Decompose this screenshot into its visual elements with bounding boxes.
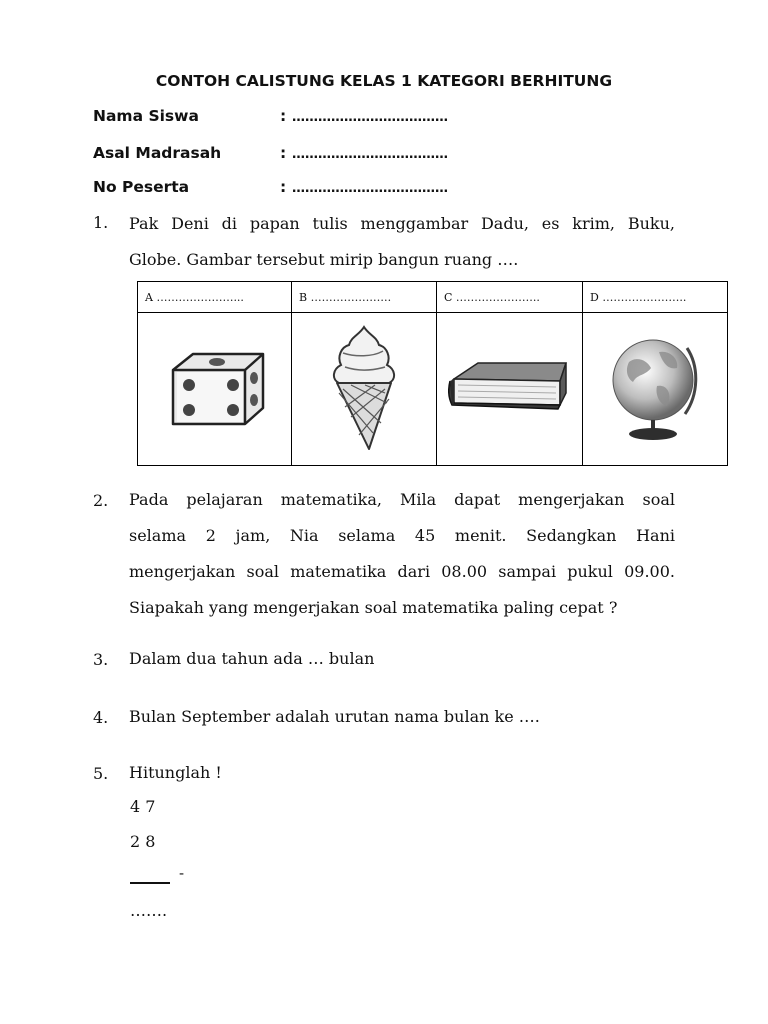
answer-options-table	[137, 281, 728, 466]
option-b-label: B ………………….	[292, 282, 437, 313]
subtraction-operator: -	[179, 864, 185, 882]
info-row-asal-madrasah	[93, 144, 693, 166]
option-c-image	[437, 313, 583, 466]
question-2-number: 2.	[93, 491, 109, 510]
info-colon: :	[280, 178, 287, 196]
info-label: No Peserta	[93, 178, 190, 196]
book-icon	[448, 359, 572, 417]
question-1-number: 1.	[93, 213, 109, 232]
subtraction-top-number: 4 7	[130, 797, 156, 816]
question-1-text	[129, 206, 675, 278]
question-1-line-2: Globe. Gambar tersebut mirip bangun ruang ….	[129, 250, 519, 269]
info-label: Nama Siswa	[93, 107, 199, 125]
info-colon: :	[280, 107, 287, 125]
answer-blank: …….	[130, 901, 168, 920]
question-5-text: Hitunglah !	[129, 763, 222, 782]
option-a-image	[138, 313, 292, 466]
question-4-text: Bulan September adalah urutan nama bulan ke ….	[129, 707, 540, 726]
question-2-line-1: Pada pelajaran matematika, Mila dapat mengerjakan soal	[129, 490, 675, 509]
option-c-label: C …………………..	[437, 282, 583, 313]
info-blank: ………………………………	[292, 181, 448, 196]
question-2-line-4: Siapakah yang mengerjakan soal matematika paling cepat ?	[129, 598, 618, 617]
info-blank: ………………………………	[292, 147, 448, 162]
question-2-text	[129, 482, 675, 626]
option-d-image	[583, 313, 728, 466]
page-title: CONTOH CALISTUNG KELAS 1 KATEGORI BERHITUNG	[155, 72, 613, 90]
info-row-no-peserta	[93, 178, 693, 200]
info-row-nama-siswa	[93, 107, 693, 129]
question-2-line-2: selama 2 jam, Nia selama 45 menit. Sedangkan Hani	[129, 526, 675, 545]
dice-icon	[159, 348, 271, 428]
globe-icon	[607, 332, 703, 444]
question-2-line-3: mengerjakan soal matematika dari 08.00 sampai pukul 09.00.	[129, 562, 675, 581]
option-a-label: A …………………...	[138, 282, 292, 313]
question-4-number: 4.	[93, 708, 109, 727]
ice-cream-icon	[329, 323, 399, 453]
info-colon: :	[280, 144, 287, 162]
option-d-label: D …………………..	[583, 282, 728, 313]
subtraction-bottom-number: 2 8	[130, 832, 156, 851]
question-5-number: 5.	[93, 764, 109, 783]
question-3-text: Dalam dua tahun ada … bulan	[129, 649, 375, 668]
option-b-image	[292, 313, 437, 466]
subtraction-line	[130, 882, 170, 884]
info-label: Asal Madrasah	[93, 144, 222, 162]
question-3-number: 3.	[93, 650, 109, 669]
question-1-line-1: Pak Deni di papan tulis menggambar Dadu, es krim, Buku,	[129, 214, 675, 233]
info-blank: ………………………………	[292, 110, 448, 125]
